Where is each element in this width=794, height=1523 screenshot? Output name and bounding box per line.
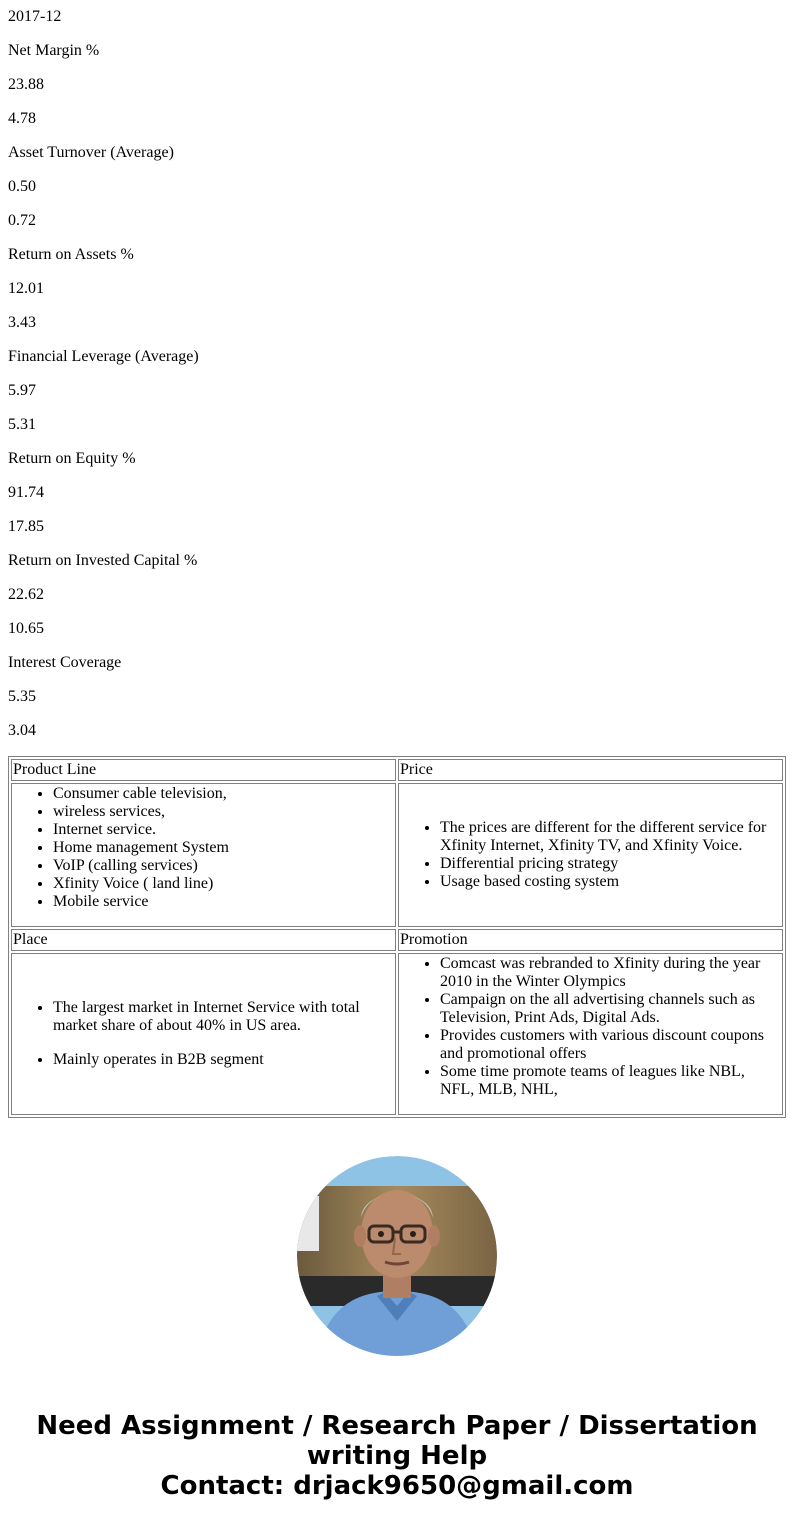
price-cell (398, 783, 783, 927)
ratio-label: Interest Coverage (8, 654, 122, 671)
place-list (13, 999, 394, 1069)
product-cell (11, 783, 396, 927)
ratio-value: 3.43 (8, 314, 36, 331)
list-item: • VoIP (calling services) (53, 857, 394, 875)
financial-ratios (8, 8, 786, 740)
table-row (11, 953, 783, 1115)
price-list (400, 819, 781, 891)
ratio-value: 23.88 (8, 76, 44, 93)
ratio-value: 17.85 (8, 518, 44, 535)
ratio-value: 22.62 (8, 586, 44, 603)
list-item: • Internet service. (53, 821, 394, 839)
help-headline: Need Assignment / Research Paper / Dissertation writing Help (36, 1411, 758, 1471)
ratio-value: 5.97 (8, 382, 36, 399)
ratio-period: 2017-12 (8, 8, 62, 25)
ratio-value: 5.31 (8, 416, 36, 433)
ratio-label: Return on Invested Capital % (8, 552, 198, 569)
list-item: • Campaign on the all advertising channels such as Television, Print Ads, Digital Ads. (440, 991, 781, 1027)
ratio-value: 91.74 (8, 484, 44, 501)
list-item: • Comcast was rebranded to Xfinity during the year 2010 in the Winter Olympics (440, 955, 781, 991)
avatar-photo (297, 1156, 497, 1356)
promotion-cell (398, 953, 783, 1115)
ratio-value: 0.72 (8, 212, 36, 229)
list-item: • Provides customers with various discount coupons and promotional offers (440, 1027, 781, 1063)
ratio-value: 3.04 (8, 722, 36, 739)
list-item: • The largest market in Internet Service with total market share of about 40% in US area. (53, 999, 394, 1035)
list-item: • Consumer cable television, (53, 785, 394, 803)
place-cell (11, 953, 396, 1115)
contact-email: Contact: drjack9650@gmail.com (160, 1471, 634, 1501)
promotion-header: Promotion (398, 929, 783, 951)
product-header: Product Line (11, 759, 396, 781)
list-item: • Usage based costing system (440, 873, 781, 891)
ratio-label: Financial Leverage (Average) (8, 348, 199, 365)
place-header: Place (11, 929, 396, 951)
ratio-value: 4.78 (8, 110, 36, 127)
list-item: • Mobile service (53, 893, 394, 911)
ratio-label: Return on Assets % (8, 246, 134, 263)
table-row (11, 783, 783, 927)
ratio-label: Return on Equity % (8, 450, 136, 467)
promotion-list (400, 955, 781, 1099)
list-item: • Xfinity Voice ( land line) (53, 875, 394, 893)
ratio-value: 12.01 (8, 280, 44, 297)
marketing-mix-table (8, 756, 786, 1118)
avatar-container (8, 1156, 786, 1361)
list-item: • Mainly operates in B2B segment (53, 1051, 394, 1069)
help-banner (8, 1411, 786, 1501)
list-item: • Some time promote teams of leagues like NBL, NFL, MLB, NHL, (440, 1063, 781, 1099)
ratio-label: Net Margin % (8, 42, 100, 59)
list-item: • wireless services, (53, 803, 394, 821)
list-item: • Differential pricing strategy (440, 855, 781, 873)
list-item: • The prices are different for the different service for Xfinity Internet, Xfinity TV, and Xfinity Voice. (440, 819, 781, 855)
price-header: Price (398, 759, 783, 781)
product-list (13, 785, 394, 911)
avatar (297, 1156, 497, 1356)
ratio-value: 5.35 (8, 688, 36, 705)
table-row (11, 759, 783, 781)
ratio-label: Asset Turnover (Average) (8, 144, 174, 161)
list-item: • Home management System (53, 839, 394, 857)
ratio-value: 10.65 (8, 620, 44, 637)
ratio-value: 0.50 (8, 178, 36, 195)
table-row (11, 929, 783, 951)
